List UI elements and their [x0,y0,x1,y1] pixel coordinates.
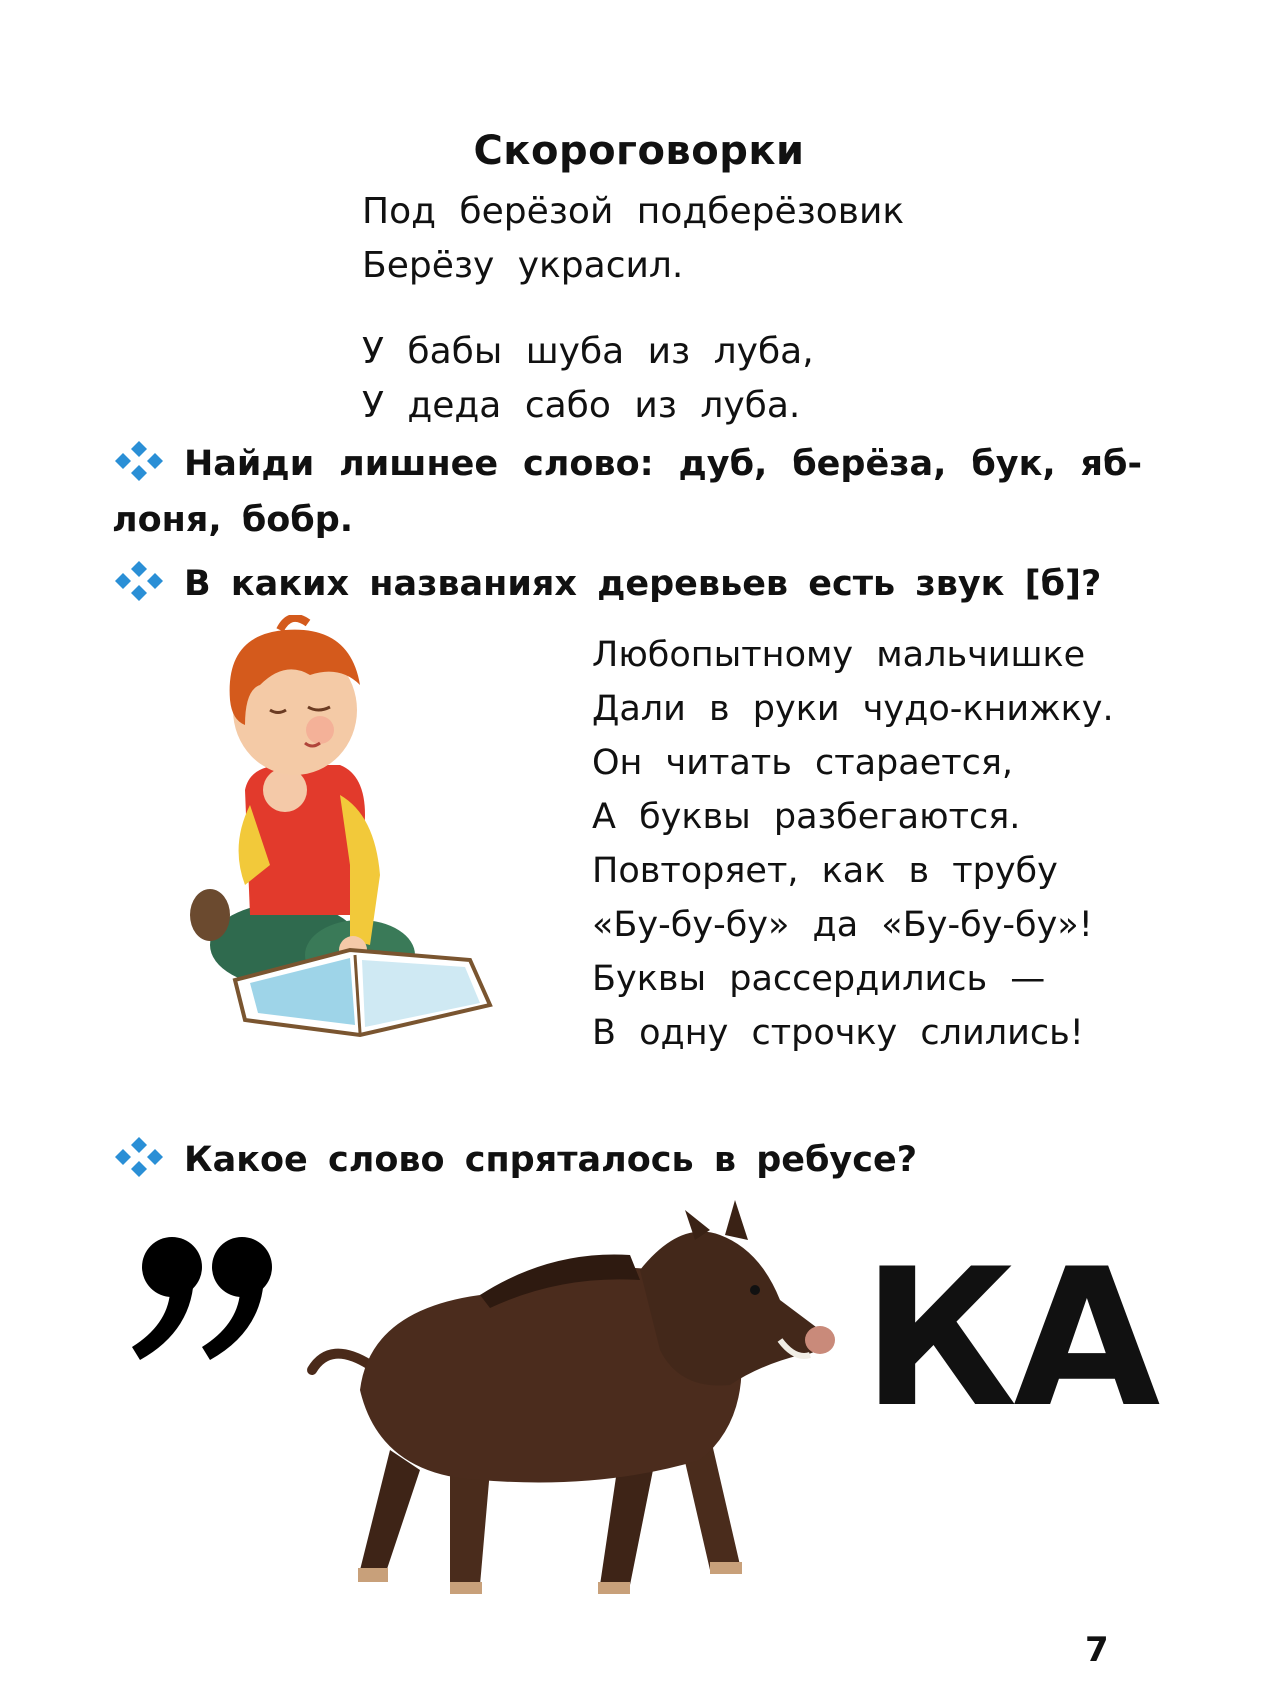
page-title: Скороговорки [473,128,805,174]
verse-line: У деда сабо из луба. [362,385,801,426]
poem [592,628,1114,1060]
verse-line: У бабы шуба из луба, [362,331,814,372]
poem-line: Буквы рассердились — [592,959,1046,999]
verse-line: Берёзу украсил. [362,245,684,286]
bullet-diamond-icon [112,561,166,601]
closing-quote-mark-icon [132,1235,282,1365]
task-text: Какое слово спряталось в ребусе? [184,1140,918,1180]
wild-boar-illustration [300,1190,850,1610]
task-text-line: Найди лишнее слово: дуб, берёза, бук, яб- [184,444,1142,484]
poem-line: А буквы разбегаются. [592,797,1021,837]
page-number: 7 [1085,1630,1109,1670]
rebus-letters: КА [862,1228,1157,1449]
task-rebus [112,1132,1142,1188]
poem-line: Любопытному мальчишке [592,635,1086,675]
tongue-twister-2 [362,325,814,433]
task-text-line: лоня, бобр. [112,500,354,540]
task-sound-b [112,556,1142,612]
verse-line: Под берёзой подберёзовик [362,191,905,232]
poem-line: «Бу-бу-бу» да «Бу-бу-бу»! [592,905,1093,945]
bullet-diamond-icon [112,1137,166,1177]
poem-line: Повторяет, как в трубу [592,851,1058,891]
poem-line: Он читать старается, [592,743,1014,783]
boy-reading-book-illustration [190,615,520,1055]
bullet-diamond-icon [112,441,166,481]
tongue-twister-1 [362,185,904,293]
task-text: В каких названиях деревьев есть звук [б]? [184,564,1102,604]
poem-line: Дали в руки чудо-книжку. [592,689,1114,729]
task-find-extra-word [112,436,1142,548]
poem-line: В одну строчку слились! [592,1013,1084,1053]
